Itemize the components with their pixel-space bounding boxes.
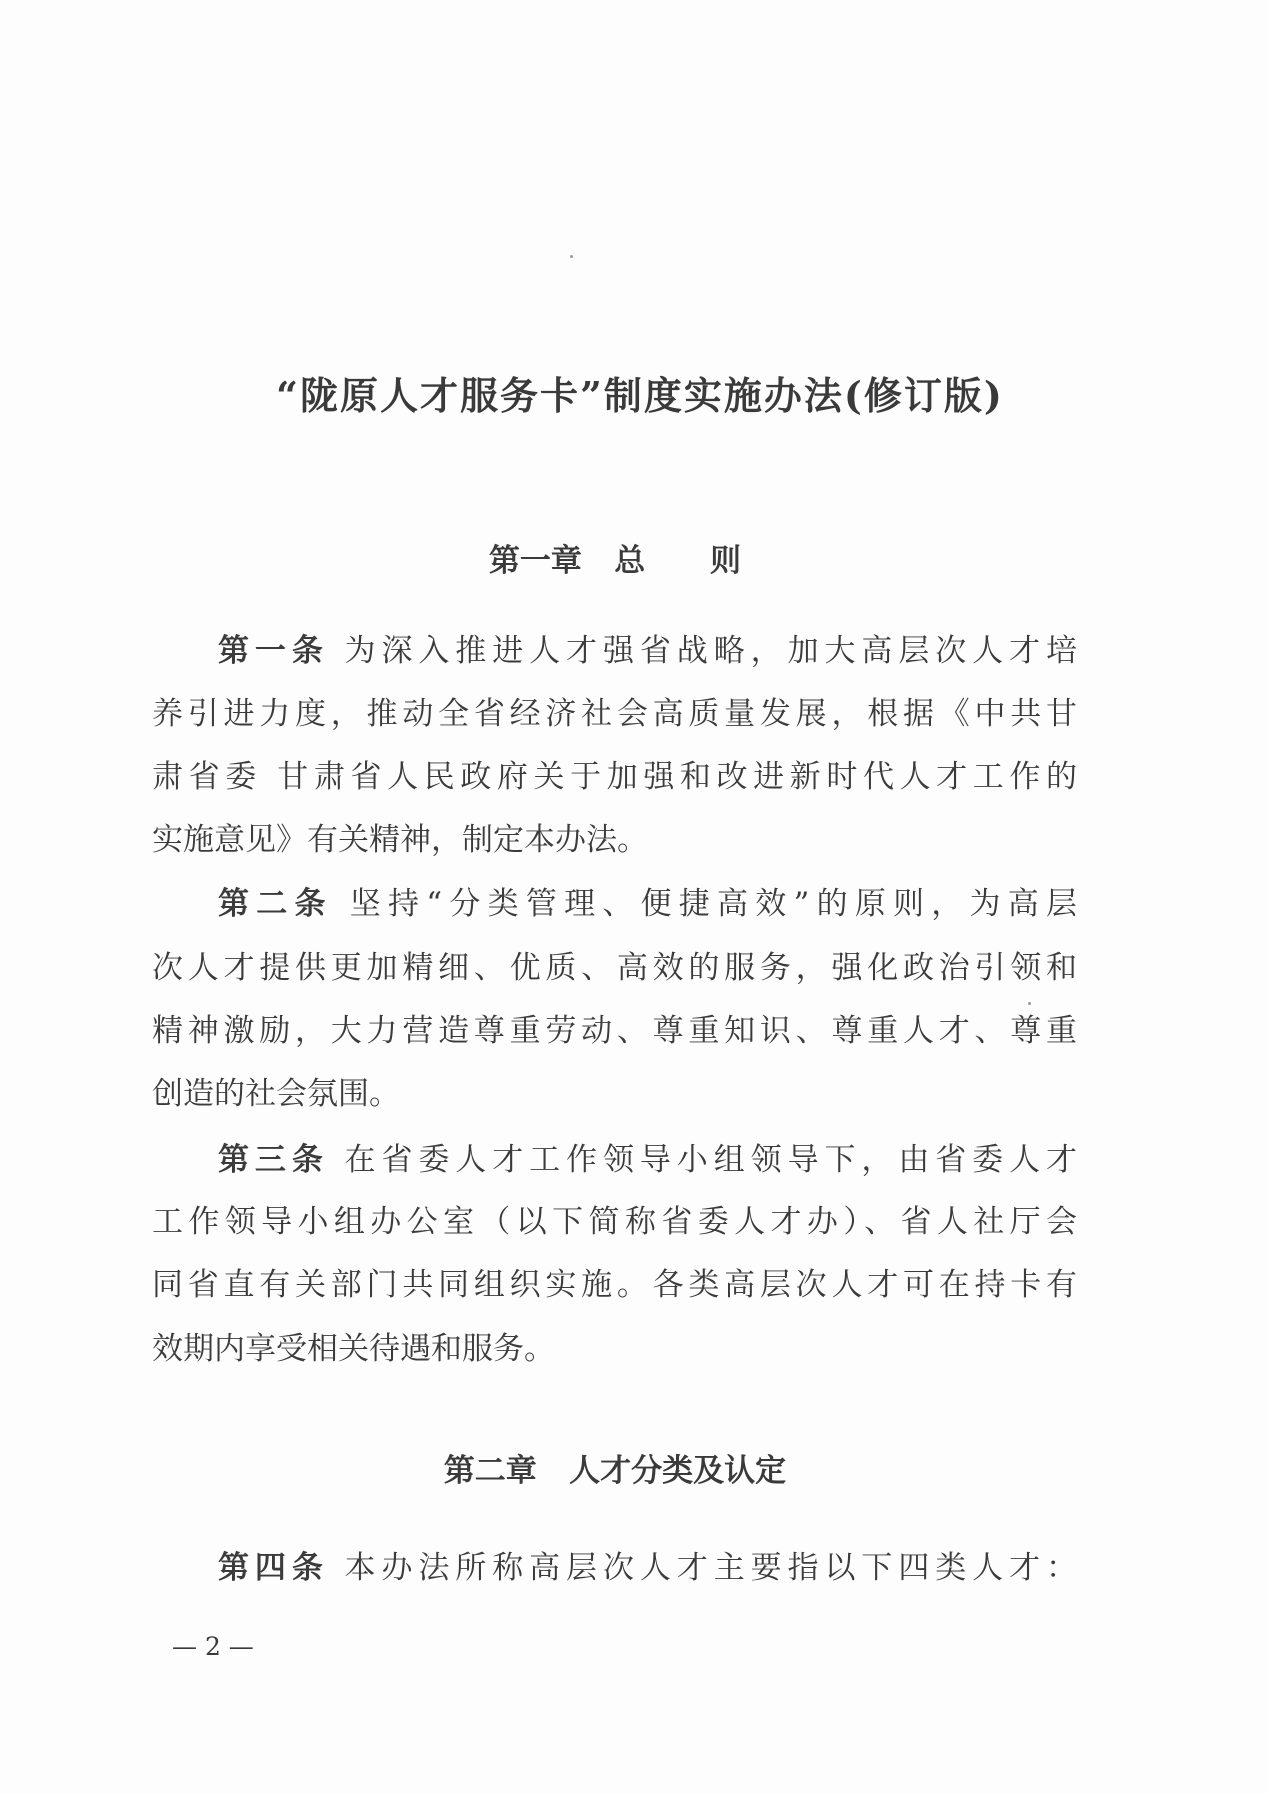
page-number: — 2 — [172, 1632, 254, 1661]
paragraph-line [218, 1542, 1077, 1587]
paragraph-line: 肃省委 甘肃省人民政府关于加强和改进新时代人才工作的 [152, 759, 1077, 795]
paragraph-line [218, 878, 1077, 923]
scan-speck [570, 255, 573, 258]
article-label: 第三条 [218, 1142, 329, 1178]
line-text: 本办法所称高层次人才主要指以下四类人才： [328, 1550, 1078, 1586]
paragraph-line: 同省直有关部门共同组织实施。各类高层次人才可在持卡有 [152, 1267, 1077, 1303]
paragraph-line [218, 1134, 1077, 1179]
document-title: “陇原人才服务卡”制度实施办法(修订版) [276, 373, 1004, 418]
article-label: 第二条 [218, 886, 333, 922]
article-label: 第四条 [218, 1550, 329, 1586]
line-text: 在省委人才工作领导小组领导下，由省委人才 [328, 1142, 1078, 1178]
paragraph-line: 养引进力度，推动全省经济社会高质量发展，根据《中共甘 [152, 696, 1077, 732]
paragraph-line: 精神激励，大力营造尊重劳动、尊重知识、尊重人才、尊重 [152, 1013, 1077, 1049]
chapter-heading: 第一章 总 则 [488, 543, 742, 579]
paragraph-line: 工作领导小组办公室（以下简称省委人才办）、省人社厅会 [152, 1204, 1077, 1240]
line-text: 坚持“分类管理、便捷高效”的原则，为高层 [332, 886, 1077, 922]
chapter-heading: 第二章 人才分类及认定 [443, 1453, 787, 1489]
paragraph-line: 创造的社会氛围。 [152, 1076, 400, 1112]
paragraph-line [218, 625, 1077, 670]
paragraph-line: 效期内享受相关待遇和服务。 [152, 1331, 555, 1367]
article-label: 第一条 [218, 633, 329, 669]
line-text: 为深入推进人才强省战略，加大高层次人才培 [328, 633, 1078, 669]
paragraph-line: 次人才提供更加精细、优质、高效的服务，强化政治引领和 [152, 950, 1077, 986]
paragraph-line: 实施意见》有关精神，制定本办法。 [152, 822, 648, 858]
